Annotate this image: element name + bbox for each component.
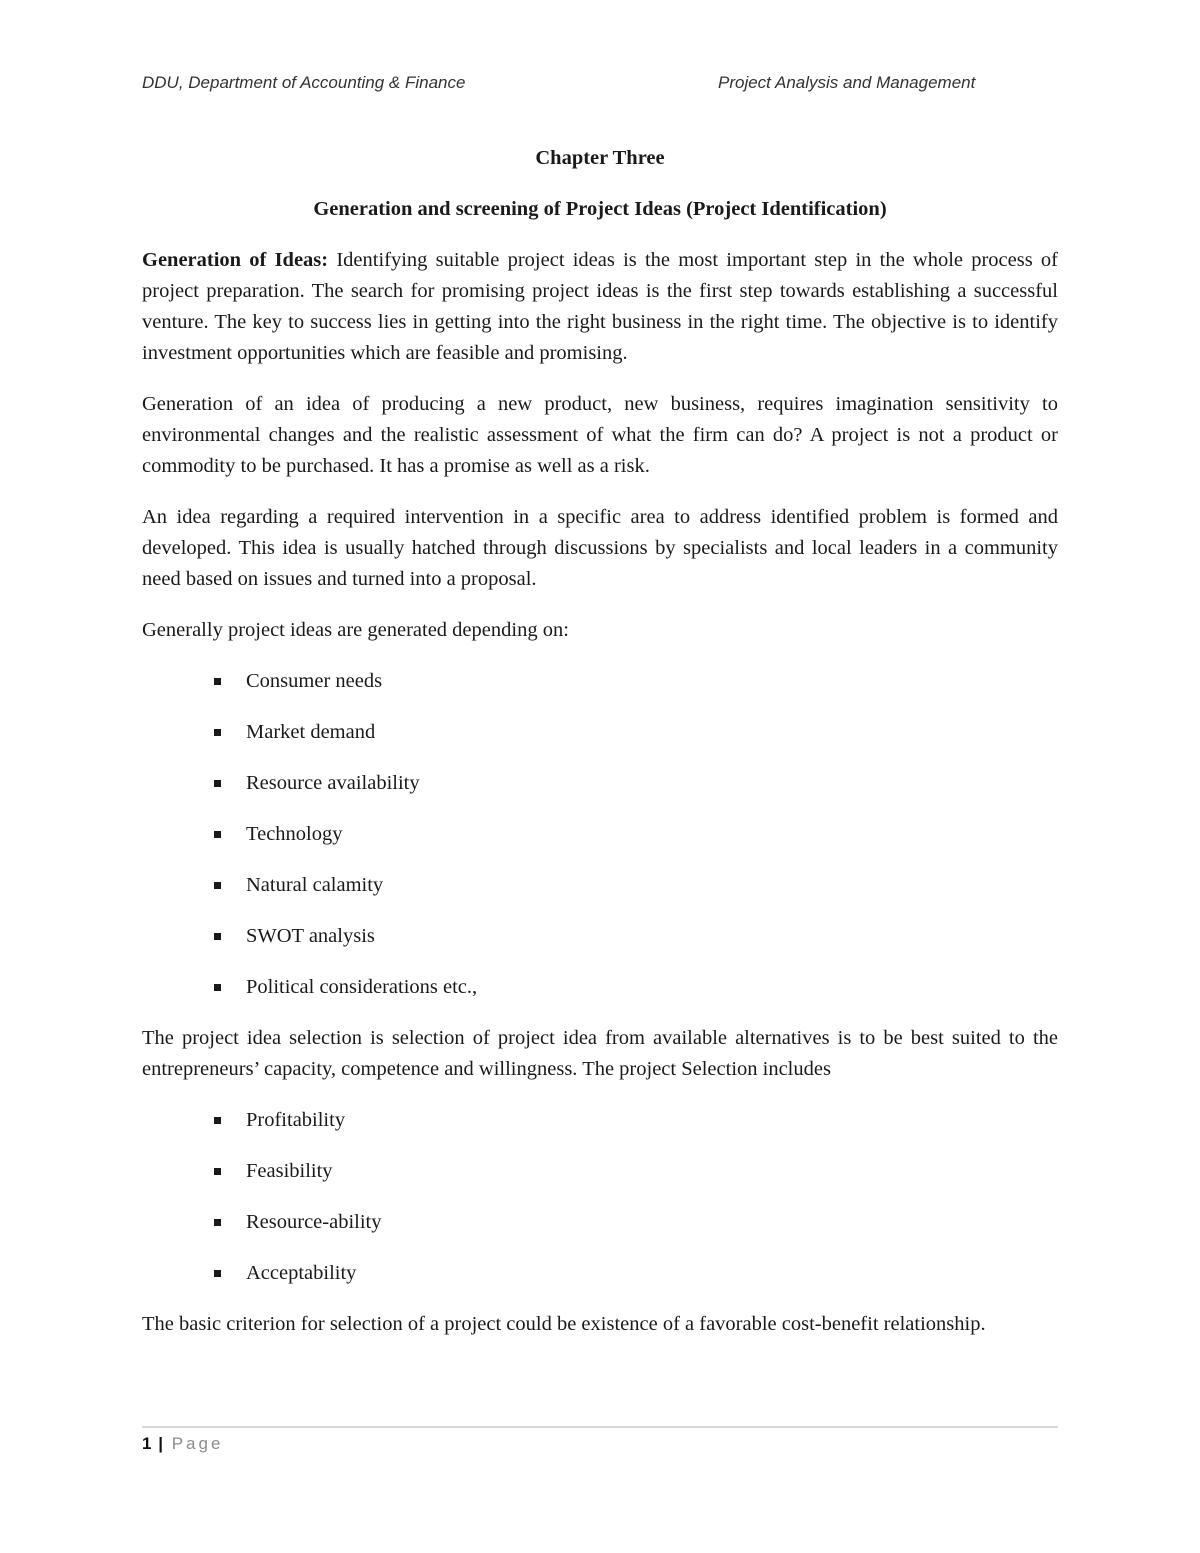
- list-item-label: Profitability: [246, 1109, 346, 1131]
- paragraph-lead: Generation of Ideas:: [142, 249, 329, 271]
- square-bullet-icon: [214, 1168, 221, 1175]
- list-item: [142, 819, 1058, 850]
- list-item: [142, 921, 1058, 952]
- list-item: [142, 717, 1058, 748]
- paragraph-selection: The project idea selection is selection of project idea from available alternatives is to be best suited to the entrepreneurs’ capacity, competence and willingness. The project Selection includes: [142, 1027, 1058, 1080]
- section-title: Generation and screening of Project Ideas (Project Identification): [313, 198, 887, 220]
- list-item: [142, 870, 1058, 901]
- square-bullet-icon: [214, 1117, 221, 1124]
- paragraph-basic-criterion: The basic criterion for selection of a project could be existence of a favorable cost-benefit relationship.: [142, 1313, 986, 1335]
- list-idea-sources: [142, 666, 1058, 1003]
- header-department: DDU, Department of Accounting & Finance: [142, 73, 466, 92]
- paragraph-generally: Generally project ideas are generated depending on:: [142, 619, 569, 641]
- header-course: Project Analysis and Management: [718, 73, 976, 92]
- list-item-label: Natural calamity: [246, 874, 384, 896]
- footer-separator: |: [158, 1434, 163, 1453]
- paragraph-text: Identifying suitable project ideas is the most important step in the whole process of project preparation. The search for promising project ideas is the first step towards establishing a successful venture. The key to success lies in getting into the right business in the right time. The objective is to identify investment opportunities which are feasible and promising.: [142, 249, 1058, 364]
- list-item-label: Technology: [246, 823, 343, 845]
- list-item: [142, 666, 1058, 697]
- list-item-label: Acceptability: [246, 1262, 357, 1284]
- square-bullet-icon: [214, 984, 221, 991]
- list-item: [142, 1258, 1058, 1289]
- list-item-label: Market demand: [246, 721, 376, 743]
- paragraph-intervention: An idea regarding a required intervention in a specific area to address identified problem is formed and developed. This idea is usually hatched through discussions by specialists and local leaders in a community need based on issues and turned into a proposal.: [142, 506, 1058, 590]
- square-bullet-icon: [214, 882, 221, 889]
- list-item-label: Political considerations etc.,: [246, 976, 478, 998]
- list-item: [142, 1156, 1058, 1187]
- square-bullet-icon: [214, 1270, 221, 1277]
- square-bullet-icon: [214, 729, 221, 736]
- list-item-label: SWOT analysis: [246, 925, 375, 947]
- list-item-label: Feasibility: [246, 1160, 333, 1182]
- square-bullet-icon: [214, 831, 221, 838]
- paragraph-generation-of-ideas: [142, 245, 1058, 369]
- list-item: [142, 768, 1058, 799]
- list-item: [142, 972, 1058, 1003]
- page-number: 1: [142, 1434, 152, 1453]
- square-bullet-icon: [214, 678, 221, 685]
- footer-divider: [142, 1426, 1058, 1428]
- paragraph-idea-generation: Generation of an idea of producing a new product, new business, requires imagination sensitivity to environmental changes and the realistic assessment of what the firm can do? A project is not a product or commodity to be purchased. It has a promise as well as a risk.: [142, 393, 1058, 477]
- list-item: [142, 1105, 1058, 1136]
- square-bullet-icon: [214, 933, 221, 940]
- square-bullet-icon: [214, 1219, 221, 1226]
- list-item-label: Resource-ability: [246, 1211, 382, 1233]
- page-footer: [142, 1434, 223, 1454]
- chapter-title: Chapter Three: [535, 147, 665, 169]
- list-selection-criteria: [142, 1105, 1058, 1289]
- list-item-label: Consumer needs: [246, 670, 383, 692]
- page-content: [142, 143, 1058, 1360]
- list-item-label: Resource availability: [246, 772, 420, 794]
- list-item: [142, 1207, 1058, 1238]
- square-bullet-icon: [214, 780, 221, 787]
- page-label: Page: [171, 1434, 224, 1453]
